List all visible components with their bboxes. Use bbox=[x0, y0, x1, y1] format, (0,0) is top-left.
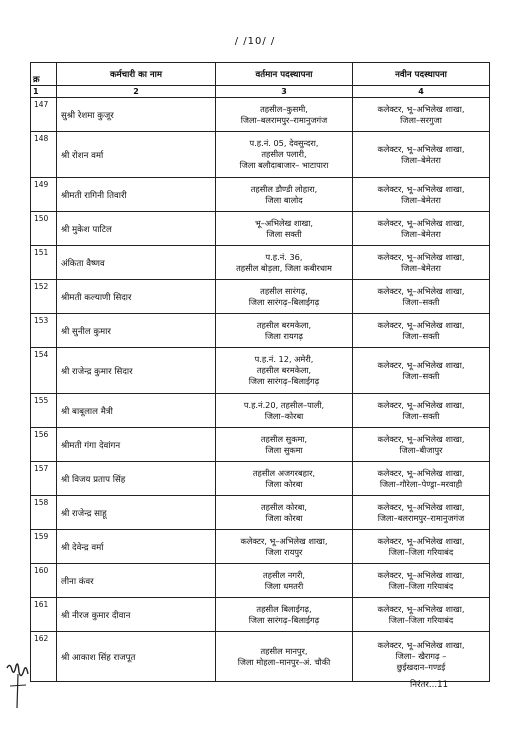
posting-line: छुईखदान–गण्डई bbox=[396, 662, 446, 672]
posting-line: जिला रायगढ़ bbox=[265, 330, 303, 341]
posting-line: जिला सारंगढ़–बिलाईगढ़ bbox=[248, 296, 320, 307]
posting-line: जिला–जिला गरियाबंद bbox=[388, 546, 454, 557]
employee-name: श्री देवेन्द्र वर्मा bbox=[57, 530, 216, 564]
posting-line: जिला सक्ती bbox=[266, 228, 302, 239]
table-row bbox=[31, 394, 490, 428]
current-posting bbox=[216, 632, 353, 682]
posting-line: कलेक्टर, भू–अभिलेख शाखा, bbox=[377, 183, 465, 194]
table-row bbox=[31, 598, 490, 632]
table-row bbox=[31, 314, 490, 348]
posting-line: तहसील मानपुर, bbox=[260, 645, 308, 656]
current-posting bbox=[216, 314, 353, 348]
table-row bbox=[31, 428, 490, 462]
row-serial-number: 158 bbox=[31, 496, 57, 530]
header-sn: क्र bbox=[31, 63, 57, 86]
row-serial-number: 154 bbox=[31, 348, 57, 394]
current-posting bbox=[216, 132, 353, 178]
column-number: 3 bbox=[216, 86, 353, 98]
current-posting bbox=[216, 462, 353, 496]
new-posting bbox=[353, 314, 490, 348]
new-posting bbox=[353, 462, 490, 496]
row-serial-number: 153 bbox=[31, 314, 57, 348]
row-serial-number: 151 bbox=[31, 246, 57, 280]
posting-line: जिला–बलरामपुर–रामानुजगंज bbox=[240, 114, 328, 125]
current-posting bbox=[216, 564, 353, 598]
posting-line: प.ह.नं. 12, अमेरी, bbox=[254, 354, 314, 364]
header-new-posting: नवीन पदस्थापना bbox=[353, 63, 490, 86]
new-posting bbox=[353, 280, 490, 314]
continued-note: निरंतर...11 bbox=[410, 680, 449, 690]
posting-line: तहसील बोड़ला, जिला कबीरधाम bbox=[236, 262, 332, 273]
new-posting bbox=[353, 564, 490, 598]
new-posting bbox=[353, 496, 490, 530]
table-row bbox=[31, 632, 490, 682]
row-serial-number: 157 bbox=[31, 462, 57, 496]
column-number: 2 bbox=[57, 86, 216, 98]
new-posting bbox=[353, 98, 490, 132]
posting-line: जिला– खैरागढ़ – bbox=[395, 651, 447, 661]
posting-line: कलेक्टर, भू–अभिलेख शाखा, bbox=[377, 603, 465, 614]
posting-line: जिला सारंगढ़–बिलाईगढ़ bbox=[248, 376, 320, 386]
new-posting bbox=[353, 632, 490, 682]
employee-name: श्री विजय प्रताप सिंह bbox=[57, 462, 216, 496]
employee-name: श्री राजेन्द्र साहू bbox=[57, 496, 216, 530]
row-serial-number: 162 bbox=[31, 632, 57, 682]
employee-name: श्रीमती कल्याणी सिदार bbox=[57, 280, 216, 314]
row-serial-number: 155 bbox=[31, 394, 57, 428]
posting-line: जिला बलौदाबाजार– भाटापारा bbox=[239, 160, 329, 170]
current-posting bbox=[216, 394, 353, 428]
posting-line: कलेक्टर, भू–अभिलेख शाखा, bbox=[377, 535, 465, 546]
row-serial-number: 160 bbox=[31, 564, 57, 598]
posting-line: तहसील बिलाईगढ़, bbox=[256, 603, 312, 614]
row-serial-number: 149 bbox=[31, 178, 57, 212]
posting-line: तहसील सुकमा, bbox=[260, 433, 308, 444]
table-row bbox=[31, 246, 490, 280]
row-serial-number: 150 bbox=[31, 212, 57, 246]
posting-line: तहसील बरमकेला, bbox=[256, 319, 312, 330]
table-row bbox=[31, 178, 490, 212]
posting-line: जिला–सक्ती bbox=[402, 370, 440, 381]
employee-name: श्री नीरज कुमार दीवान bbox=[57, 598, 216, 632]
posting-line: जिला रायपुर bbox=[265, 546, 303, 557]
current-posting bbox=[216, 98, 353, 132]
posting-line: कलेक्टर, भू–अभिलेख शाखा, bbox=[377, 467, 465, 478]
table-row bbox=[31, 348, 490, 394]
employee-name: लीना कंवर bbox=[57, 564, 216, 598]
new-posting bbox=[353, 394, 490, 428]
posting-line: जिला–सक्ती bbox=[402, 410, 440, 421]
posting-line: जिला कोरबा bbox=[265, 478, 303, 489]
posting-line: जिला–कोरबा bbox=[264, 410, 304, 421]
page-number: / /10/ / bbox=[234, 36, 276, 47]
employee-name: श्री सुनील कुमार bbox=[57, 314, 216, 348]
table-row bbox=[31, 496, 490, 530]
row-serial-number: 147 bbox=[31, 98, 57, 132]
posting-line: जिला–गौरेला–पेण्ड्रा–मरवाही bbox=[379, 478, 463, 489]
posting-line: तहसील डौण्डी लोहारा, bbox=[250, 183, 318, 194]
posting-line: जिला सारंगढ़–बिलाईगढ़ bbox=[248, 614, 320, 625]
row-serial-number: 152 bbox=[31, 280, 57, 314]
employee-name: श्री बाबूलाल मैत्री bbox=[57, 394, 216, 428]
posting-line: जिला–सरगुजा bbox=[400, 114, 442, 125]
posting-line: जिला कोरबा bbox=[265, 512, 303, 523]
table-row bbox=[31, 530, 490, 564]
new-posting bbox=[353, 348, 490, 394]
posting-line: तहसील नगरी, bbox=[262, 569, 306, 580]
current-posting bbox=[216, 428, 353, 462]
employee-name: अंकिता वैष्णव bbox=[57, 246, 216, 280]
current-posting bbox=[216, 348, 353, 394]
posting-line: कलेक्टर, भू–अभिलेख शाखा, bbox=[377, 569, 465, 580]
new-posting bbox=[353, 598, 490, 632]
employee-name: सुश्री रेशमा कुजूर bbox=[57, 98, 216, 132]
new-posting bbox=[353, 212, 490, 246]
posting-line: जिला–जिला गरियाबंद bbox=[388, 580, 454, 591]
transfer-table bbox=[30, 62, 490, 682]
posting-line: प.ह.नं.20, तहसील–पाली, bbox=[243, 399, 325, 410]
employee-name: श्री रोशन वर्मा bbox=[57, 132, 216, 178]
table-row bbox=[31, 280, 490, 314]
posting-line: जिला–सक्ती bbox=[402, 330, 440, 341]
posting-line: जिला–बीजापुर bbox=[399, 444, 443, 455]
row-serial-number: 161 bbox=[31, 598, 57, 632]
employee-name: श्री आकाश सिंह राजपूत bbox=[57, 632, 216, 682]
posting-line: तहसील–कुसमी, bbox=[260, 103, 308, 114]
posting-line: कलेक्टर, भू–अभिलेख शाखा, bbox=[377, 285, 465, 296]
current-posting bbox=[216, 280, 353, 314]
header-current-posting: वर्तमान पदस्थापना bbox=[216, 63, 353, 86]
current-posting bbox=[216, 212, 353, 246]
new-posting bbox=[353, 246, 490, 280]
posting-line: जिला–बेमेतरा bbox=[401, 194, 441, 205]
table-row bbox=[31, 212, 490, 246]
posting-line: जिला मोहला–मानपुर–अं. चौकी bbox=[237, 656, 331, 667]
new-posting bbox=[353, 530, 490, 564]
posting-line: जिला–बेमेतरा bbox=[401, 228, 441, 239]
table-row bbox=[31, 98, 490, 132]
column-number: 1 bbox=[31, 86, 57, 98]
posting-line: तहसील अजगरबहार, bbox=[252, 467, 316, 478]
posting-line: कलेक्टर, भू–अभिलेख शाखा, bbox=[377, 399, 465, 410]
employee-name: श्रीमती रागिनी तिवारी bbox=[57, 178, 216, 212]
posting-line: कलेक्टर, भू–अभिलेख शाखा, bbox=[377, 251, 465, 262]
posting-line: कलेक्टर, भू–अभिलेख शाखा, bbox=[377, 359, 465, 370]
employee-name: श्री राजेन्द्र कुमार सिदार bbox=[57, 348, 216, 394]
posting-line: कलेक्टर, भू–अभिलेख शाखा, bbox=[377, 143, 465, 154]
column-number-row bbox=[31, 86, 490, 98]
table-row bbox=[31, 462, 490, 496]
posting-line: कलेक्टर, भू–अभिलेख शाखा, bbox=[377, 319, 465, 330]
posting-line: कलेक्टर, भू–अभिलेख शाखा, bbox=[240, 535, 328, 546]
row-serial-number: 148 bbox=[31, 132, 57, 178]
posting-line: कलेक्टर, भू–अभिलेख शाखा, bbox=[377, 640, 465, 650]
employee-name: श्री मुकेश पाटिल bbox=[57, 212, 216, 246]
current-posting bbox=[216, 178, 353, 212]
posting-line: तहसील कोरबा, bbox=[261, 501, 307, 512]
current-posting bbox=[216, 598, 353, 632]
posting-line: जिला–जिला गरियाबंद bbox=[388, 614, 454, 625]
row-serial-number: 156 bbox=[31, 428, 57, 462]
posting-line: भू–अभिलेख शाखा, bbox=[255, 217, 313, 228]
posting-line: जिला–बलरामपुर–रामानुजगंज bbox=[377, 512, 465, 523]
table-header-row bbox=[31, 63, 490, 86]
signature-mark bbox=[4, 660, 34, 720]
posting-line: कलेक्टर, भू–अभिलेख शाखा, bbox=[377, 501, 465, 512]
new-posting bbox=[353, 132, 490, 178]
posting-line: जिला–बेमेतरा bbox=[401, 262, 441, 273]
posting-line: तहसील सारंगढ़, bbox=[260, 285, 308, 296]
posting-line: कलेक्टर, भू–अभिलेख शाखा, bbox=[377, 433, 465, 444]
posting-line: कलेक्टर, भू–अभिलेख शाखा, bbox=[377, 217, 465, 228]
current-posting bbox=[216, 246, 353, 280]
posting-line: प.ह.नं. 05, देवसुन्दरा, bbox=[249, 138, 319, 148]
current-posting bbox=[216, 496, 353, 530]
posting-line: जिला धमतरी bbox=[264, 580, 304, 591]
posting-line: जिला सुकमा bbox=[265, 444, 303, 455]
new-posting bbox=[353, 178, 490, 212]
header-name: कर्मचारी का नाम bbox=[57, 63, 216, 86]
new-posting bbox=[353, 428, 490, 462]
employee-name: श्रीमती गंगा देवांगन bbox=[57, 428, 216, 462]
column-number: 4 bbox=[353, 86, 490, 98]
posting-line: तहसील पलारी, bbox=[261, 149, 307, 159]
current-posting bbox=[216, 530, 353, 564]
posting-line: कलेक्टर, भू–अभिलेख शाखा, bbox=[377, 103, 465, 114]
posting-line: प.ह.नं. 36, bbox=[265, 251, 303, 262]
posting-line: जिला बालोद bbox=[265, 194, 303, 205]
table-row bbox=[31, 564, 490, 598]
posting-line: जिला–बेमेतरा bbox=[401, 154, 441, 165]
table-row bbox=[31, 132, 490, 178]
row-serial-number: 159 bbox=[31, 530, 57, 564]
posting-line: तहसील बरमकेला, bbox=[256, 365, 312, 375]
posting-line: जिला–सक्ती bbox=[402, 296, 440, 307]
